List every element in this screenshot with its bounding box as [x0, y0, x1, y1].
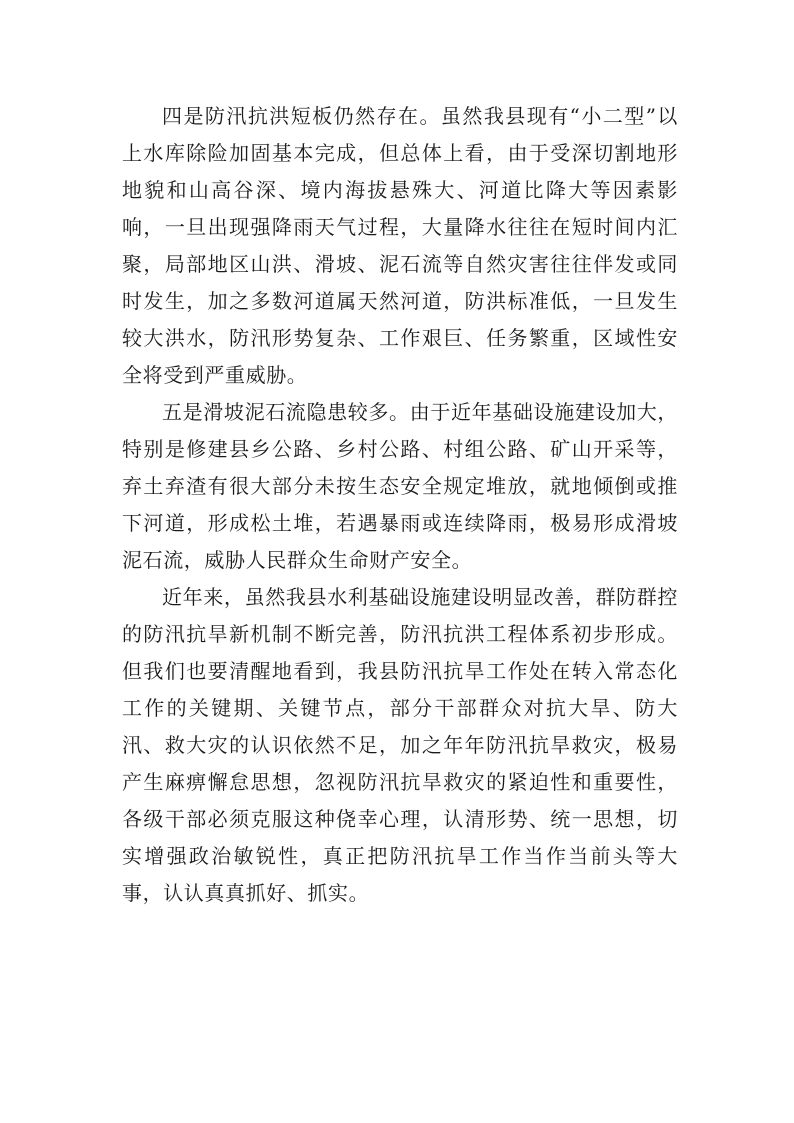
- document-body: [122, 98, 678, 912]
- paragraph-flood-control-weakness: 四是防汛抗洪短板仍然存在。虽然我县现有“小二型”以上水库除险加固基本完成，但总体上看，由于受深切割地形地貌和山高谷深、境内海拔悬殊大、河道比降大等因素影响，一旦出现强降雨天气过程，大量降水往往在短时间内汇聚，局部地区山洪、滑坡、泥石流等自然灾害往往伴发或同时发生，加之多数河道属天然河道，防洪标准低，一旦发生较大洪水，防汛形势复杂、工作艰巨、任务繁重，区域性安全将受到严重威胁。: [122, 104, 678, 387]
- paragraph-recent-progress: 近年来，虽然我县水利基础设施建设明显改善，群防群控的防汛抗旱新机制不断完善，防汛抗洪工程体系初步形成。但我们也要清醒地看到，我县防汛抗旱工作处在转入常态化工作的关键期、关键节点，部分干部群众对抗大旱、防大汛、救大灾的认识依然不足，加之年年防汛抗旱救灾，极易产生麻痹懈怠思想，忽视防汛抗旱救灾的紧迫性和重要性，各级干部必须克服这种侥幸心理，认清形势、统一思想，切实增强政治敏锐性，真正把防汛抗旱工作当作当前头等大事，认认真真抓好、抓实。: [122, 585, 678, 905]
- paragraph-landslide-hazards: 五是滑坡泥石流隐患较多。由于近年基础设施建设加大，特别是修建县乡公路、乡村公路、村组公路、矿山开采等，弃土弃渣有很大部分未按生态安全规定堆放，就地倾倒或推下河道，形成松土堆，若遇暴雨或连续降雨，极易形成滑坡泥石流，威胁人民群众生命财产安全。: [122, 400, 678, 572]
